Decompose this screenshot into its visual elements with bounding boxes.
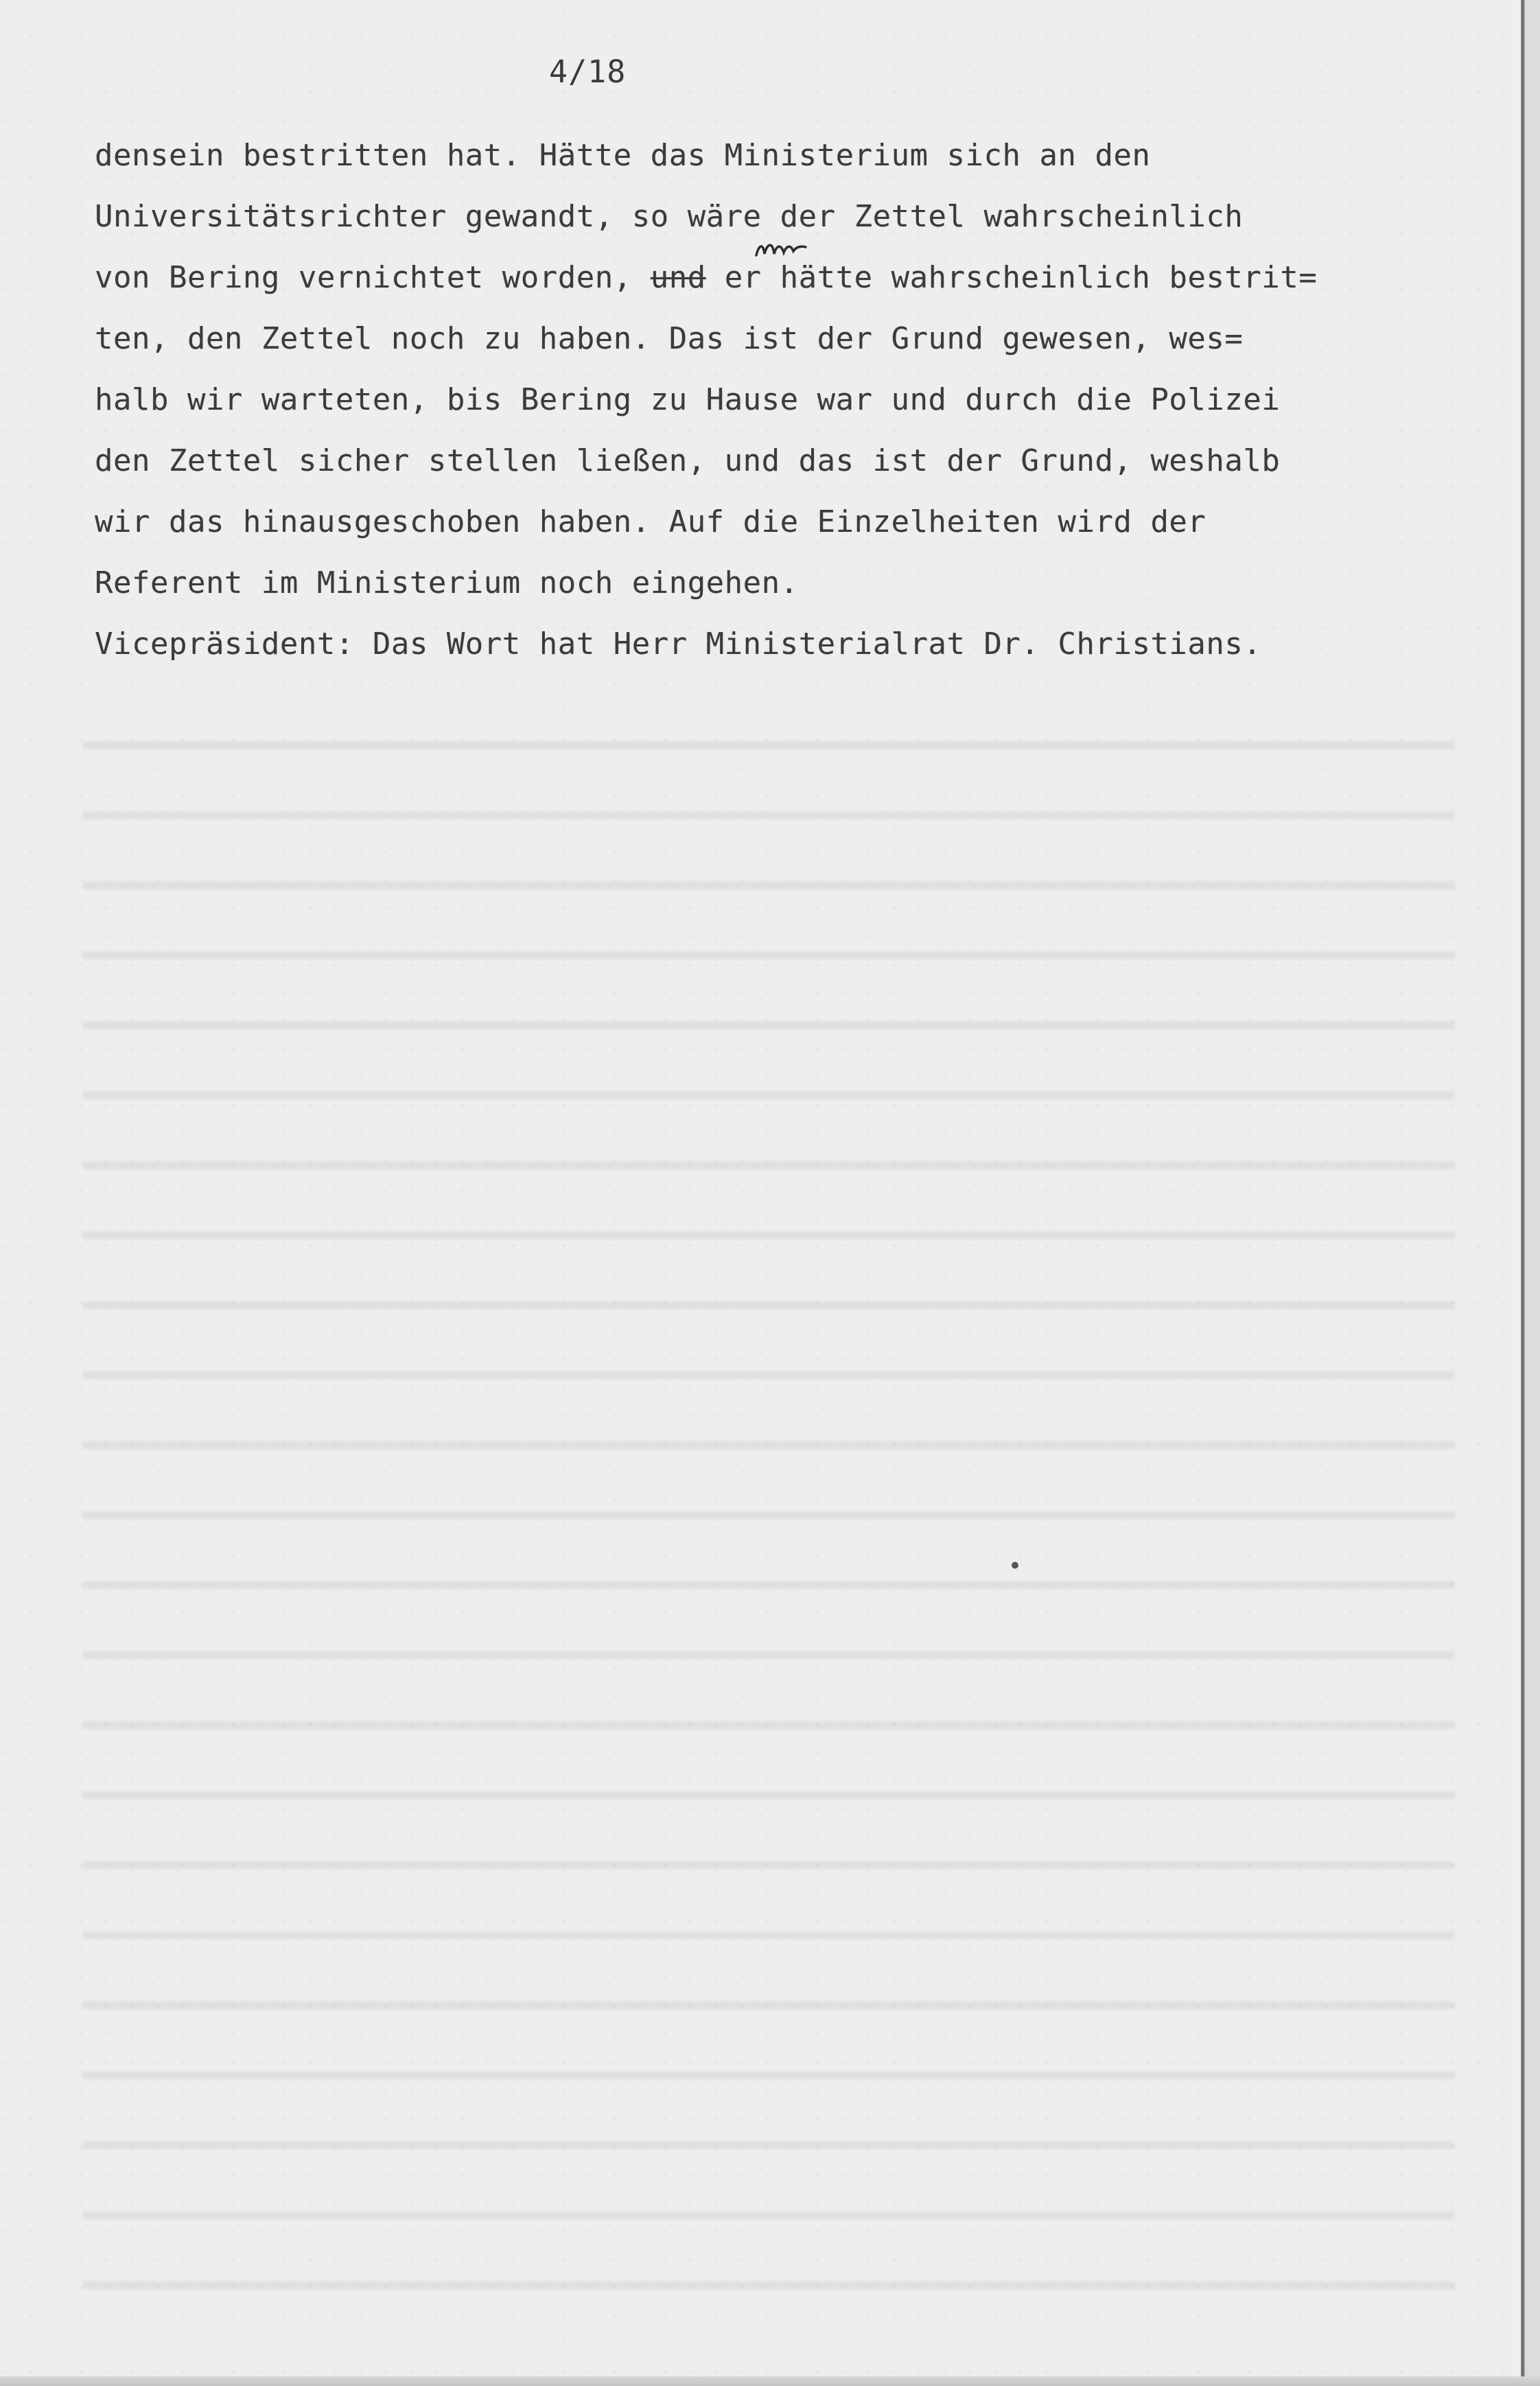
text-line-2: Universitätsrichter gewandt, so wäre der Zettel wahrscheinlich — [95, 199, 1244, 234]
text-line-7: wir das hinausgeschoben haben. Auf die Einzelheiten wird der — [95, 504, 1206, 539]
text-line-3-before: von Bering vernichtet worden, — [95, 260, 651, 295]
text-line-1: densein bestritten hat. Hätte das Ministerium sich an den — [95, 138, 1151, 173]
struck-word: und — [650, 260, 706, 295]
typed-text-block — [95, 125, 1508, 675]
speaker-line: Vicepräsident: Das Wort hat Herr Ministerialrat Dr. Christians. — [95, 627, 1262, 662]
text-line-8: Referent im Ministerium noch eingehen. — [95, 565, 799, 600]
scan-margin — [1525, 0, 1540, 2386]
ink-speck — [1012, 1562, 1018, 1569]
text-line-5: halb wir warteten, bis Bering zu Hause war und durch die Polizei — [95, 382, 1281, 417]
text-line-3 — [95, 247, 1508, 308]
text-line-3-after: er hätte wahrscheinlich bestrit= — [705, 260, 1318, 295]
bleed-through-text — [82, 714, 1455, 2326]
text-line-4: ten, den Zettel noch zu haben. Das ist der Grund gewesen, wes= — [95, 321, 1244, 356]
page-number: 4/18 — [549, 54, 627, 90]
page-bottom-edge — [0, 2376, 1540, 2386]
text-line-6: den Zettel sicher stellen ließen, und das ist der Grund, weshalb — [95, 443, 1281, 478]
page-edge-shadow — [1521, 0, 1525, 2386]
